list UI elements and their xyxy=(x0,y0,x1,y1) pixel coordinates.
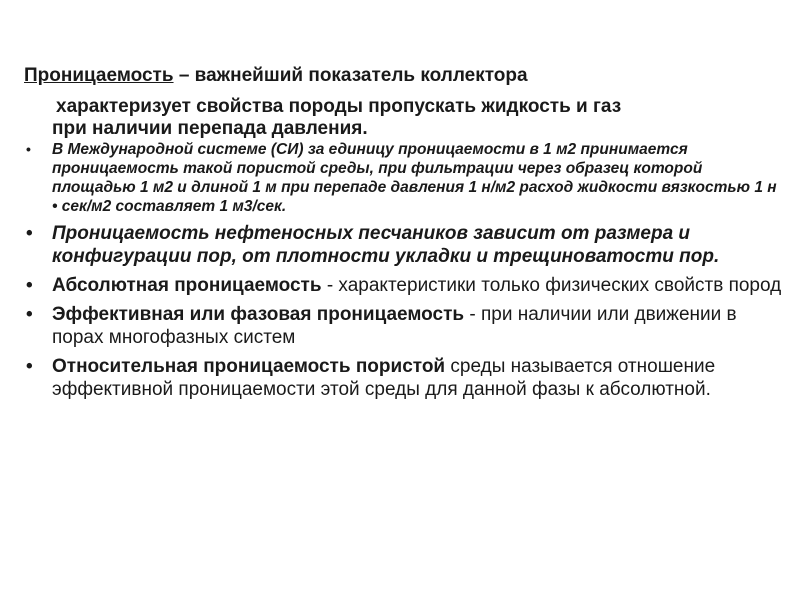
bullet-sandstone xyxy=(24,222,784,268)
bullet-absolute-rest: - характеристики только физических свойств пород xyxy=(321,275,782,296)
bullet-icon: • xyxy=(26,275,33,296)
bullet-effective xyxy=(24,303,784,349)
bullet-relative-rest: среды называется отношение эффективной проницаемости этой среды для данной фазы к абсолютной. xyxy=(52,356,716,400)
bullet-si-unit xyxy=(24,140,784,216)
bullet-icon: • xyxy=(26,223,33,244)
bullet-relative xyxy=(24,355,784,401)
bullet-relative-term: Относительная проницаемость пористой xyxy=(52,356,446,377)
heading-rest: – важнейший показатель коллектора xyxy=(173,65,528,86)
bullet-icon: • xyxy=(26,356,33,377)
heading-term: Проницаемость xyxy=(24,65,174,86)
bullet-list xyxy=(24,140,784,407)
bullet-effective-term: Эффективная или фазовая проницаемость xyxy=(52,304,465,325)
bullet-absolute xyxy=(24,274,784,297)
bullet-icon: • xyxy=(26,304,33,325)
bullet-si-unit-text: В Международной системе (СИ) за единицу проницаемости в 1 м2 принимается проницаемость такой пористой среды, при фильтрации через образец которой площадью 1 м2 и длиной 1 м при перепаде давления 1 н/м2 расход жидкости вязкостью 1 н • сек/м2 составляет 1 м3/сек. xyxy=(52,141,777,215)
definition-line-2: при наличии перепада давления. xyxy=(52,118,368,139)
bullet-effective-rest: - при наличии или движении в порах многофазных систем xyxy=(52,304,737,348)
definition-line-1: характеризует свойства породы пропускать жидкость и газ xyxy=(56,96,622,117)
slide-heading xyxy=(24,64,528,87)
bullet-absolute-term: Абсолютная проницаемость xyxy=(52,275,322,296)
bullet-sandstone-text: Проницаемость нефтеносных песчаников зависит от размера и конфигурации пор, от плотности укладки и трещиноватости пор. xyxy=(52,223,720,267)
definition-text xyxy=(52,96,772,140)
bullet-icon: • xyxy=(26,141,31,157)
